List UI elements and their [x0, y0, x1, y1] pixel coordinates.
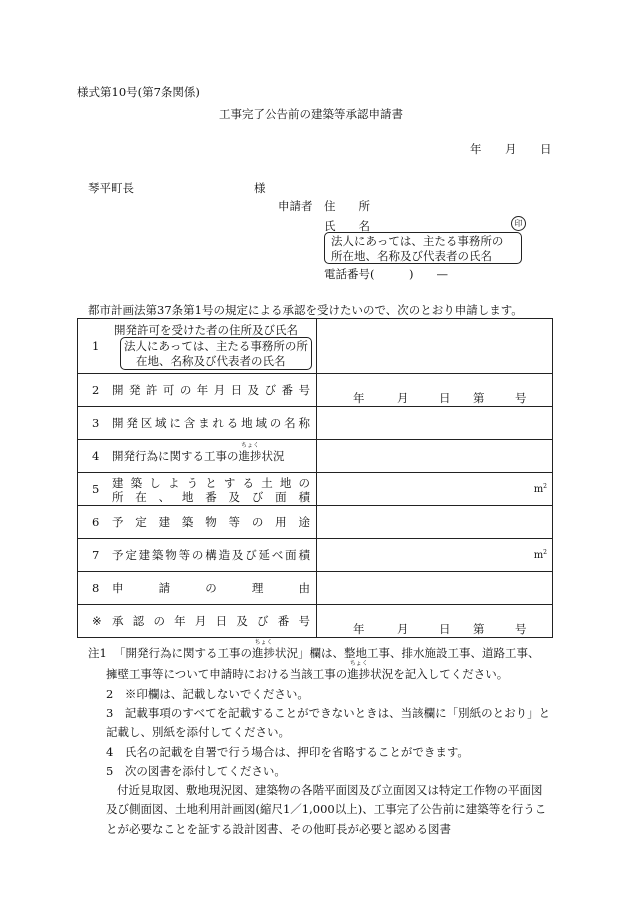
table-row: [78, 319, 553, 374]
phone-label: 電話番号( ) —: [324, 267, 448, 281]
row-value-field[interactable]: [317, 572, 553, 605]
note-3-line2: 記載し、別紙を添付してください。: [106, 725, 290, 739]
row-number: 4: [92, 449, 100, 463]
date-year: 年: [470, 142, 482, 156]
document-title: 工事完了公告前の建築等承認申請書: [219, 107, 403, 121]
row-note-line2: 在地、名称及び代表者の氏名: [136, 354, 286, 368]
table-row: [78, 407, 553, 440]
value-year: 年: [353, 391, 365, 405]
unit-square-meter: $m^2$: [533, 548, 547, 562]
row-value-field[interactable]: [317, 473, 553, 506]
value-go: 号: [515, 391, 527, 405]
row-label: 開発許可を受けた者の住所及び氏名: [114, 323, 298, 337]
address-label: 住 所: [324, 199, 370, 213]
note-5: 5 次の図書を添付してください。: [106, 764, 286, 778]
table-row: [78, 506, 553, 539]
row-label: 予定建築物等の用途: [112, 515, 310, 529]
row-value-field[interactable]: [317, 319, 553, 374]
row-value-field[interactable]: [317, 605, 553, 638]
value-dai: 第: [473, 391, 485, 405]
row-value-field[interactable]: [317, 374, 553, 407]
row-number: 2: [92, 383, 100, 397]
row-label: 開発区域に含まれる地域の名称: [112, 416, 310, 430]
row-label-line1: 建築しようとする土地の: [112, 476, 310, 490]
unit-square-meter: $m^2$: [533, 482, 547, 496]
note-1-prefix: 注1: [88, 646, 107, 660]
value-year: 年: [353, 622, 365, 636]
value-month: 月: [397, 391, 409, 405]
date-day: 日: [540, 142, 552, 156]
row-number: 8: [92, 581, 100, 595]
note-5-line2: 及び側面図、土地利用計画図(縮尺1／1,000以上)、工事完了公告前に建築等を行うこ: [106, 802, 547, 816]
row-value-field[interactable]: [317, 407, 553, 440]
note-1-line1: 「開発行為に関する工事の ちょく 進捗状況」欄は、整地工事、排水施設工事、道路工事、: [114, 639, 540, 660]
note-5-line3: とが必要なことを証する設計図書、その他町長が必要と認める図書: [106, 822, 451, 836]
application-table: [77, 318, 553, 638]
row-note-line1: 法人にあっては、主たる事務所の所: [124, 339, 308, 353]
addressee-honorific: 様: [254, 181, 266, 195]
form-number: 様式第10号(第7条関係): [77, 85, 200, 99]
row-label: 申請の理由: [112, 581, 310, 595]
value-day: 日: [439, 391, 451, 405]
row-label: 予定建築物等の構造及び延べ面積: [112, 548, 310, 562]
row-number: 7: [92, 548, 100, 562]
row-number: 6: [92, 515, 100, 529]
note-1-line2: 擁壁工事等について申請時における当該工事の ちょく 進捗状況を記入してください。: [106, 660, 509, 681]
note-2: 2 ※印欄は、記載しないでください。: [106, 687, 309, 701]
table-row: [78, 539, 553, 572]
table-row: [78, 473, 553, 506]
addressee-name: 琴平町長: [88, 181, 134, 195]
table-row: [78, 605, 553, 638]
table-row: [78, 572, 553, 605]
applicant-label: 申請者: [278, 199, 313, 213]
row-label: 開発許可の年月日及び番号: [112, 383, 310, 397]
ruby-reading: ちょく: [254, 639, 273, 646]
note-3-line1: 3 記載事項のすべてを記載することができないときは、当該欄に「別紙のとおり」と: [106, 706, 551, 720]
row-number: ※: [92, 614, 102, 628]
corp-note-line2: 所在地、名称及び代表者の氏名: [331, 249, 492, 263]
intro-text: 都市計画法第37条第1号の規定による承認を受けたいので、次のとおり申請します。: [88, 303, 523, 317]
value-day: 日: [439, 622, 451, 636]
row-label-line2: 所在、地番及び面積: [112, 490, 310, 504]
date-month: 月: [505, 142, 517, 156]
row-label: 開発行為に関する工事の ちょく 進捗状況: [112, 442, 285, 463]
seal-mark: 印: [511, 216, 526, 231]
row-number: 3: [92, 416, 100, 430]
table-row: [78, 440, 553, 473]
row-value-field[interactable]: [317, 539, 553, 572]
table-row: [78, 374, 553, 407]
name-label: 氏 名: [324, 219, 370, 233]
value-dai: 第: [473, 622, 485, 636]
value-go: 号: [515, 622, 527, 636]
row-number: 5: [92, 482, 100, 496]
row-label: 承認の年月日及び番号: [112, 614, 310, 628]
value-month: 月: [397, 622, 409, 636]
row-value-field[interactable]: [317, 440, 553, 473]
note-4: 4 氏名の記載を自署で行う場合は、押印を省略することができます。: [106, 745, 469, 759]
corp-note-line1: 法人にあっては、主たる事務所の: [331, 234, 504, 248]
row-number: 1: [92, 339, 100, 353]
ruby-reading: ちょく: [349, 660, 368, 667]
row-value-field[interactable]: [317, 506, 553, 539]
ruby-reading: ちょく: [240, 442, 259, 449]
note-5-line1: 付近見取図、敷地現況図、建築物の各階平面図及び立面図又は特定工作物の平面図: [117, 783, 543, 797]
